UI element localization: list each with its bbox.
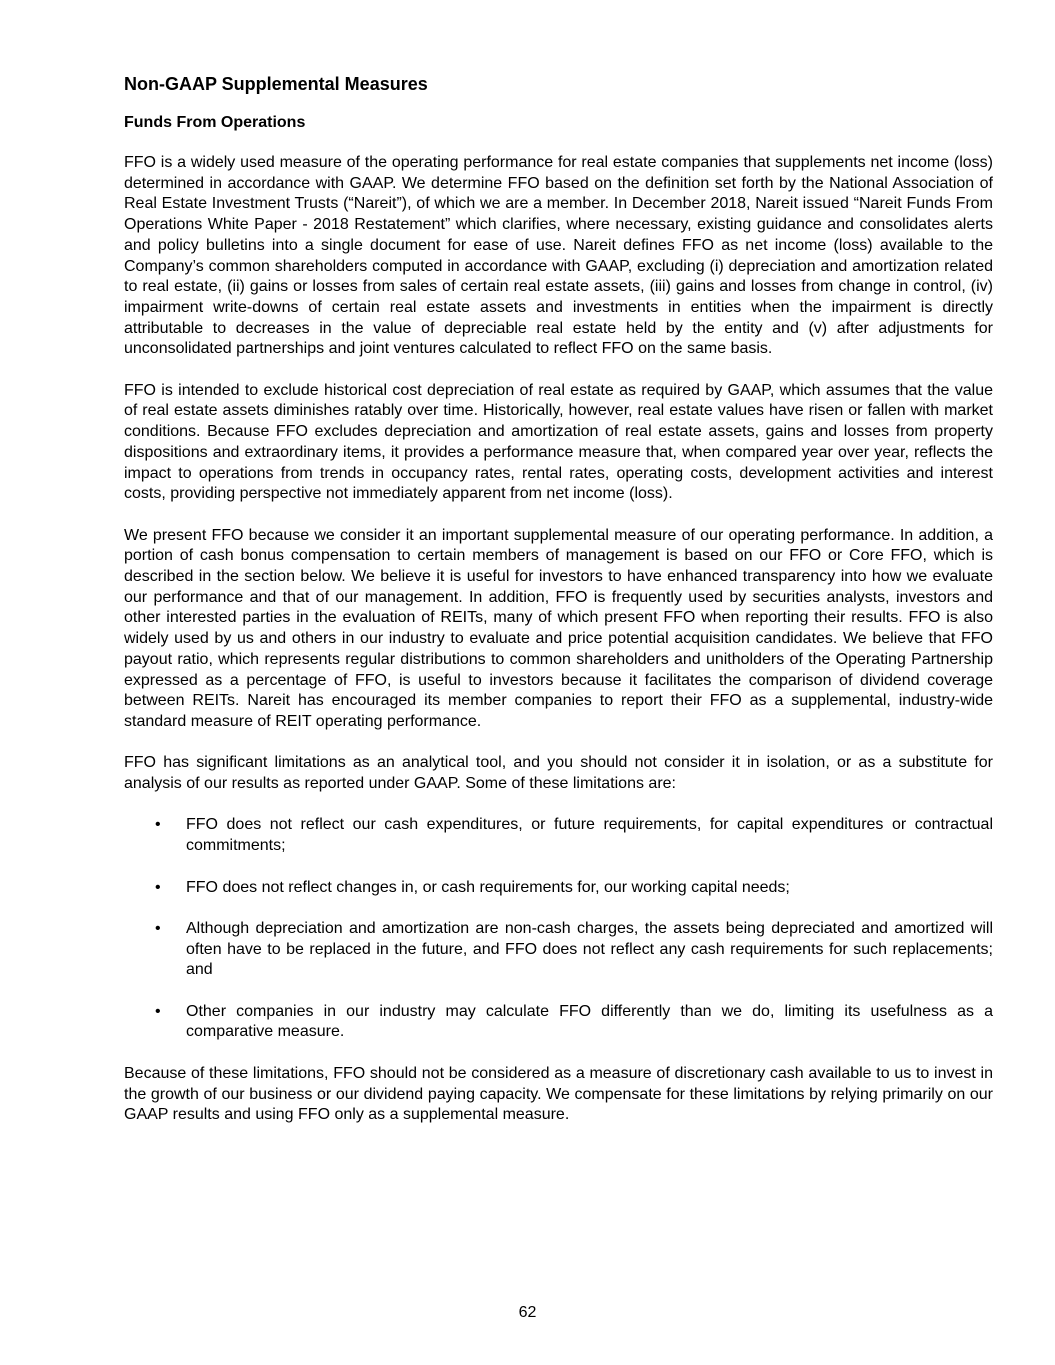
list-item-text: FFO does not reflect changes in, or cash requirements for, our working capital needs; [186, 878, 790, 896]
paragraph-ffo-limitations-intro: FFO has significant limitations as an analytical tool, and you should not consider it in isolation, or as a substitute for analysis of our results as reported under GAAP. Some of these limitations are: [124, 754, 993, 793]
list-item [124, 1002, 993, 1043]
paragraph-closing: Because of these limitations, FFO should not be considered as a measure of discretionary cash available to us to invest in the growth of our business or our dividend paying capacity. We compensate for these limitations by relying primarily on our GAAP results and using FFO only as a supplemental measure. [124, 1064, 993, 1124]
section-title: Non-GAAP Supplemental Measures [124, 74, 428, 94]
limitations-list [124, 815, 993, 1043]
document-body [124, 72, 993, 1147]
page-number: 62 [518, 1304, 537, 1321]
list-item [124, 815, 993, 856]
list-item [124, 919, 993, 981]
list-item-text: FFO does not reflect our cash expenditures, or future requirements, for capital expenditures or contractual commitments; [186, 816, 993, 855]
list-item-text: Although depreciation and amortization are non-cash charges, the assets being depreciated and amortized will often have to be replaced in the future, and FFO does not reflect any cash requirements for such replacements; and [186, 919, 993, 979]
paragraph-ffo-definition: FFO is a widely used measure of the operating performance for real estate companies that supplements net income (loss) determined in accordance with GAAP. We determine FFO based on the definition set forth by the National Association of Real Estate Investment Trusts (“Nareit”), of which we are a member. In December 2018, Nareit issued “Nareit Funds From Operations White Paper - 2018 Restatement” which clarifies, where necessary, existing guidance and consolidates alerts and policy bulletins into a single document for ease of use. Nareit defines FFO as net income (loss) available to the Company’s common shareholders computed in accordance with GAAP, excluding (i) depreciation and amortization related to real estate, (ii) gains or losses from sales of certain real estate assets, (iii) gains and losses from change in control, (iv) impairment write-downs of certain real estate assets and investments in entities when the impairment is directly attributable to decreases in the value of depreciable real estate held by the entity and (v) after adjustments for unconsolidated partnerships and joint ventures calculated to reflect FFO on the same basis. [124, 154, 993, 358]
paragraph-ffo-purpose: We present FFO because we consider it an important supplemental measure of our operating performance. In addition, a portion of cash bonus compensation to certain members of management is based on our FFO or Core FFO, which is described in the section below. We believe it is useful for investors to have enhanced transparency into how we evaluate our performance and that of our management. In addition, FFO is frequently used by securities analysts, investors and other interested parties in the evaluation of REITs, many of which present FFO when reporting their results. FFO is also widely used by us and others in our industry to evaluate and price potential acquisition candidates. We believe that FFO payout ratio, which represents regular distributions to common shareholders and unitholders of the Operating Partnership expressed as a percentage of FFO, is useful to investors because it facilitates the comparison of dividend coverage between REITs. Nareit has encouraged its member companies to report their FFO as a supplemental, industry-wide standard measure of REIT operating performance. [124, 526, 993, 730]
bullet-icon: • [155, 1002, 161, 1020]
bullet-icon: • [155, 919, 161, 937]
bullet-icon: • [155, 816, 161, 834]
paragraph-ffo-depreciation: FFO is intended to exclude historical cost depreciation of real estate as required by GAAP, which assumes that the value of real estate assets diminishes ratably over time. Historically, however, real estate values have risen or fallen with market conditions. Because FFO excludes depreciation and amortization of real estate assets, gains and losses from property dispositions and extraordinary items, it provides a performance measure that, when compared year over year, reflects the impact to operations from trends in occupancy rates, rental rates, operating costs, development activities and interest costs, providing perspective not immediately apparent from net income (loss). [124, 381, 993, 503]
bullet-icon: • [155, 878, 161, 896]
subsection-title: Funds From Operations [124, 114, 306, 131]
list-item-text: Other companies in our industry may calculate FFO differently than we do, limiting its usefulness as a comparative measure. [186, 1002, 993, 1041]
list-item [124, 878, 993, 899]
